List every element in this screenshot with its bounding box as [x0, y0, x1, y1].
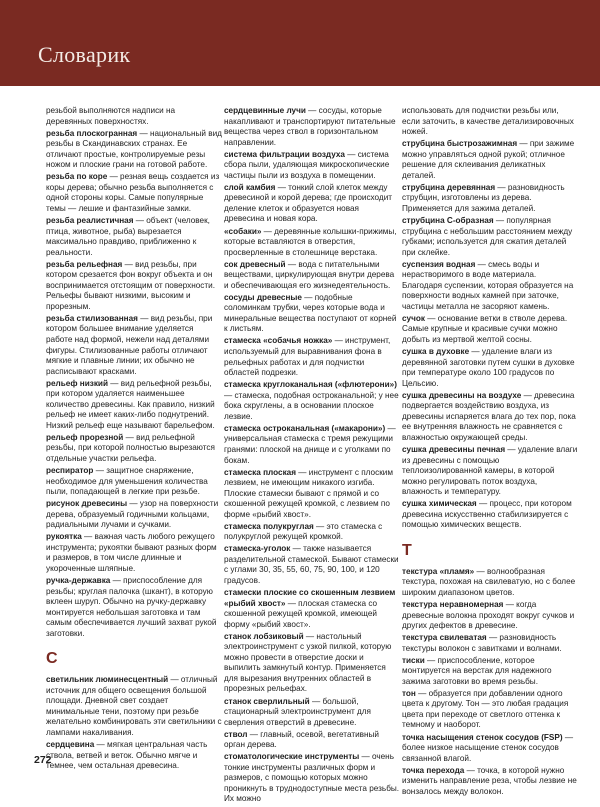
- glossary-definition: — разновидность струбцин, изготовлены из дерева. Применяется для зажима деталей.: [402, 182, 565, 213]
- glossary-term: сок древесный: [224, 259, 286, 269]
- glossary-term: слой камбия: [224, 182, 276, 192]
- glossary-definition: — большой, стационарный электроинструмент для сверления отверстий в древесине.: [224, 696, 371, 727]
- glossary-definition: — древесина подвергается воздействию воздуха, из древесины испаряется влага до тех пор, пока ее внутренняя влажность не сравняется с влажностью окружающей среды.: [402, 390, 576, 442]
- glossary-entry: [46, 260, 222, 313]
- glossary-entry: [224, 522, 400, 543]
- glossary-entry: [224, 260, 400, 292]
- glossary-term: стамеска-уголок: [224, 544, 291, 554]
- glossary-definition: — подобные соломинкам трубки, через которые вода и минеральные вещества поступают от корней к листьям.: [224, 292, 397, 334]
- glossary-term: суспензия водная: [402, 259, 476, 269]
- glossary-column-2: [224, 106, 400, 807]
- glossary-term: текстура неравномерная: [402, 599, 504, 609]
- glossary-entry: [224, 632, 400, 695]
- glossary-entry: [402, 314, 578, 346]
- glossary-definition: — защитное снаряжение, необходимое для уменьшения количества пыли, попадающей в легкие при резьбе.: [46, 466, 208, 497]
- glossary-entry: [402, 347, 578, 389]
- glossary-definition: использовать для подчистки резьбы или, если заточить, в качестве детализировочных ножей.: [402, 106, 574, 137]
- glossary-term: сушка древесины печная: [402, 444, 506, 454]
- glossary-term: сушка в духовке: [402, 347, 470, 357]
- glossary-entry: [46, 466, 222, 498]
- glossary-entry: [402, 600, 578, 632]
- glossary-definition: — настольный электроинструмент с узкой пилкой, которую можно провести в отверстие доски и выпилить замкнутый контур. Применяется для вырезания внутренних областей в прорезных рельефах.: [224, 631, 392, 694]
- glossary-term: струбцина быстрозажимная: [402, 139, 518, 149]
- glossary-definition: — вид рельефной резьбы, при которой полностью вырезаются отдельные участки рельефа.: [46, 432, 215, 463]
- glossary-term: «собаки»: [224, 226, 262, 236]
- glossary-definition: — важная часть любого режущего инструмента; рукоятки бывают разных форм и размеров, в том числе длинные и укороченные шляпные.: [46, 532, 217, 573]
- glossary-term: тиски: [402, 655, 425, 665]
- glossary-definition: — отличный источник для общего освещения большой площади. Дневной свет создает минимальные тени, поэтому при резьбе желательно комбинировать эти светильники с лампами накаливания.: [46, 675, 222, 738]
- glossary-term: рельеф низкий: [46, 378, 108, 388]
- glossary-definition: — при зажиме можно управляться одной рукой; отличное решение для склеивания деликатных деталей.: [402, 139, 575, 180]
- glossary-definition: — точка, в которой нужно изменить направление реза, чтобы лезвие не вонзалось между волокон.: [402, 765, 577, 796]
- glossary-term: респиратор: [46, 466, 94, 476]
- glossary-term: струбцина деревянная: [402, 182, 496, 192]
- glossary-term: текстура «пламя»: [402, 566, 475, 576]
- glossary-definition: — вид резьбы, при котором срезается фон вокруг объекта и он воспринимается отстоящим от поверхности. Рельефы бывают низкими, высоким и прорезным.: [46, 259, 215, 311]
- glossary-entry: [46, 129, 222, 171]
- glossary-definition: — это стамеска с полукруглой режущей кромкой.: [224, 521, 383, 542]
- glossary-term: точка перехода: [402, 765, 465, 775]
- glossary-entry: [402, 106, 578, 138]
- glossary-term: струбцина С-образная: [402, 215, 494, 225]
- glossary-definition: — вид резьбы, при котором большее внимание уделяется работе над формой, нежели над деталями фигуры. Стилизованные работы отличают мягкие и плавные линии; их обычно не расписывают красками.: [46, 313, 213, 376]
- glossary-definition: — стамеска, подобная остроканальной; у нее бока скруглены, а в основании плоское лезвие.: [224, 390, 399, 421]
- glossary-definition: — главный, осевой, вегетативный орган дерева.: [224, 729, 379, 750]
- glossary-definition: — объект (человек, птица, животное, рыба) вырезается максимально правдиво, приближенно к реальности.: [46, 215, 210, 257]
- glossary-entry: [224, 227, 400, 259]
- glossary-definition: — резная вещь создается из коры дерева; обычно резьба выполняется с одной стороны коры. Самые популярные темы — лешие и фантазийные замки.: [46, 172, 220, 213]
- glossary-definition: — разновидность текстуры волокон с завитками и волнами.: [402, 633, 562, 653]
- glossary-term: ствол: [224, 729, 248, 739]
- glossary-term: рельеф прорезной: [46, 432, 124, 442]
- section-letter: Т: [402, 541, 412, 559]
- page-number: 272: [34, 754, 52, 766]
- glossary-entry: [224, 183, 400, 225]
- glossary-definition: — когда древесные волокна проходят вокруг сучков и других дефектов в древесине.: [402, 599, 575, 631]
- glossary-entry: [402, 499, 578, 531]
- glossary-term: стамеска остроканальная («макарони»): [224, 423, 386, 433]
- glossary-entry: [224, 468, 400, 521]
- glossary-term: стамеска круглоканальная («флютерони»): [224, 380, 397, 390]
- glossary-term: сушка химическая: [402, 499, 477, 509]
- glossary-term: станок сверлильный: [224, 696, 310, 706]
- glossary-entry: [402, 139, 578, 181]
- glossary-column-3: [402, 106, 578, 799]
- glossary-definition: — удаление влаги из деревянной заготовки путем сушки в духовке при температуре около 100 градусов по Цельсию.: [402, 347, 575, 388]
- glossary-entry: [224, 380, 400, 422]
- glossary-term: стамески плоские со скошенным лезвием «рыбий хвост»: [224, 588, 396, 608]
- glossary-term: стоматологические инструменты: [224, 752, 360, 762]
- glossary-term: светильник люминесцентный: [46, 675, 169, 685]
- glossary-entry: [224, 730, 400, 751]
- glossary-entry: [402, 733, 578, 765]
- glossary-definition: — удаление влаги из древесины с помощью теплоизолированной камеры, в которой можно регулировать поток воздуха, влажность и температуру.: [402, 444, 578, 497]
- glossary-term: резьба рельефная: [46, 259, 123, 269]
- glossary-entry: [46, 740, 222, 772]
- glossary-term: рукоятка: [46, 532, 82, 542]
- glossary-definition: — смесь воды и нерастворимого в воде материала. Благодаря суспензии, которая образуется на поверхности водных камней при заточке, частицы металла не засоряют камень.: [402, 259, 574, 311]
- glossary-definition: резьбой выполняются надписи на деревянных поверхностях.: [46, 106, 176, 126]
- glossary-entry: [402, 567, 578, 599]
- glossary-definition: — плоская стамеска со скошенной режущей кромкой, имеющей форму «рыбий хвост».: [224, 598, 378, 629]
- glossary-definition: — приспособление, которое монтируется на верстак для надежного зажима заготовки во время резьбы.: [402, 655, 552, 686]
- glossary-entry: [402, 766, 578, 798]
- glossary-definition: — также называется разделительной стамеской. Бывают стамески с углами 30, 35, 55, 60, 75, 90, 100, и 120 градусов.: [224, 544, 399, 586]
- glossary-definition: — сосуды, которые накапливают и транспортируют питательные вещества через ствол в горизонтальном направлении.: [224, 106, 396, 147]
- glossary-definition: — волнообразная текстура, похожая на свилеватую, но с более широким диапазоном цветов.: [402, 566, 576, 597]
- glossary-entry: [46, 576, 222, 639]
- glossary-definition: — узор на поверхности дерева, образуемый годичными кольцами, радиальными лучами и сучками.: [46, 499, 219, 530]
- glossary-entry: [402, 689, 578, 731]
- glossary-entry: [46, 433, 222, 465]
- glossary-definition: — вид рельефной резьбы, при котором удаляется наименьшее количество древесины. Как правило, низкий рельеф не имеет каких-либо поднутрений. Низкий рельеф еще называют барельефом.: [46, 378, 215, 430]
- glossary-entry: [224, 544, 400, 586]
- glossary-entry: [224, 293, 400, 335]
- glossary-term: стамеска «собачья ножка»: [224, 336, 333, 346]
- glossary-entry: [46, 106, 222, 127]
- glossary-entry: [402, 260, 578, 313]
- glossary-entry: [402, 391, 578, 444]
- glossary-entry: [402, 445, 578, 498]
- glossary-definition: — очень тонкие инструменты различных форм и размеров, с помощью которых можно проникнуть в труднодоступные места резьбы. Их можно: [224, 752, 400, 804]
- glossary-entry: [224, 752, 400, 805]
- glossary-term: система фильтрации воздуха: [224, 149, 345, 159]
- glossary-definition: — популярная струбцина с небольшим расстоянием между губками; используется для сжатия деталей при склейке.: [402, 215, 573, 257]
- glossary-entry: [224, 697, 400, 729]
- glossary-definition: — процесс, при котором древесина искусственно стабилизируется с помощью химических веществ.: [402, 499, 572, 530]
- glossary-term: станок лобзиковый: [224, 631, 304, 641]
- glossary-entry: [46, 216, 222, 258]
- header-banner: [0, 0, 600, 86]
- glossary-term: сучок: [402, 313, 425, 323]
- glossary-term: стамеска полукруглая: [224, 521, 314, 531]
- glossary-definition: — основание ветки в стволе дерева. Самые крупные и красивые сучки можно добыть из мертвой желтой сосны.: [402, 313, 568, 344]
- glossary-entry: [224, 588, 400, 630]
- glossary-term: ручка-державка: [46, 576, 111, 586]
- glossary-term: сушка древесины на воздухе: [402, 390, 522, 400]
- glossary-term: резьба реалистичная: [46, 215, 134, 225]
- glossary-definition: — более низкое насыщение стенок сосудов связанной влагой.: [402, 732, 574, 763]
- page-title: Словарик: [38, 42, 131, 67]
- glossary-term: сосуды древесные: [224, 292, 302, 302]
- glossary-entry: [46, 172, 222, 214]
- glossary-entry: [224, 336, 400, 378]
- glossary-definition: — мягкая центральная часть ствола, ветвей и веток. Обычно мягче и темнее, чем остальная древесина.: [46, 740, 208, 771]
- glossary-entry: [46, 314, 222, 377]
- glossary-term: резьба плоскогранная: [46, 128, 138, 138]
- glossary-entry: [402, 656, 578, 688]
- glossary-column-1: [46, 106, 222, 773]
- glossary-entry: [402, 183, 578, 215]
- glossary-term: текстура свилеватая: [402, 633, 487, 643]
- glossary-term: сердцевинные лучи: [224, 106, 306, 115]
- glossary-entry: [46, 499, 222, 531]
- glossary-definition: — универсальная стамеска с тремя режущими гранями: плоской на днище и с уголками по бокам.: [224, 423, 396, 465]
- glossary-definition: — национальный вид резьбы в Скандинавских странах. Ее отличают простые, контролируемые резы ножом и плоские грани на готовой работе.: [46, 128, 222, 170]
- glossary-definition: — деревянные колышки-прижимы, которые вставляются в отверстия, просверленные в столешнице верстака.: [224, 226, 397, 257]
- glossary-entry: [224, 150, 400, 182]
- glossary-term: точка насыщения стенок сосудов (FSP): [402, 732, 563, 742]
- glossary-definition: — образуется при добавлении одного цвета к другому. Тон — это любая градация цвета при переходе от светлого оттенка к темному и наоборот.: [402, 688, 569, 730]
- glossary-entry: [46, 532, 222, 574]
- glossary-term: резьба по коре: [46, 172, 108, 182]
- glossary-definition: — приспособление для резьбы; круглая палочка (шкант), в которую вклеен шуруп. Обычно на ручку-державку монтируется небольшая заготовка и там самым обеспечивается лучший захват рукой заготовки.: [46, 576, 217, 638]
- glossary-entry: [402, 633, 578, 654]
- glossary-definition: — инструмент, используемый для выравнивания фона в рельефных работах и для подчистки областей подрезки.: [224, 336, 391, 378]
- glossary-entry: [46, 379, 222, 432]
- glossary-definition: — тонкий слой клеток между древесиной и корой дерева; где происходит деление клеток и образуется новая древесина и новая кора.: [224, 182, 393, 224]
- glossary-term: сердцевина: [46, 740, 95, 750]
- glossary-definition: — вода с питательными веществами, циркулирующая внутри дерева и обеспечивающая его жизнедеятельность.: [224, 259, 395, 290]
- glossary-term: тон: [402, 688, 416, 698]
- glossary-entry: [46, 675, 222, 738]
- glossary-term: рисунок древесины: [46, 499, 128, 509]
- glossary-term: резьба стилизованная: [46, 313, 138, 323]
- glossary-entry: [224, 106, 400, 148]
- glossary-definition: — инструмент с плоским лезвием, не имеющим никакого изгиба. Плоские стамески бывают с прямой и со скошенной режущей кромкой, с лезвием по форме «рыбий хвост».: [224, 467, 393, 519]
- glossary-entry: [224, 424, 400, 466]
- glossary-definition: — система сбора пыли, удаляющая микроскопические частицы пыли из воздуха в помещении.: [224, 149, 390, 180]
- glossary-entry: [402, 216, 578, 258]
- glossary-term: стамеска плоская: [224, 467, 297, 477]
- section-letter: С: [46, 650, 58, 668]
